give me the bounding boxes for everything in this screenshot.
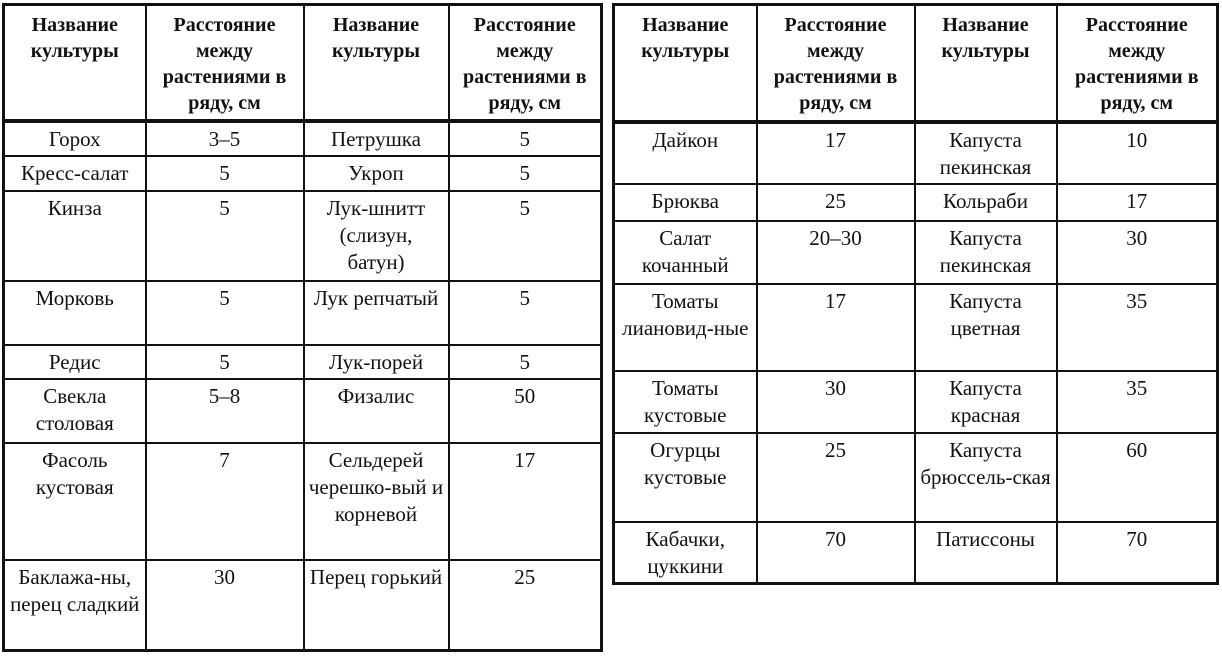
plant-spacing-table-right — [612, 3, 1219, 585]
spacing-value: 7 — [146, 443, 304, 560]
spacing-value: 30 — [1057, 221, 1218, 284]
header-spacing: Расстояние между растениями в ряду, см — [1057, 5, 1218, 122]
plant-spacing-table-left — [2, 3, 603, 652]
header-spacing: Расстояние между растениями в ряду, см — [757, 5, 915, 122]
crop-name: Капуста красная — [915, 371, 1057, 433]
spacing-value: 20–30 — [757, 221, 915, 284]
header-crop-name: Название культуры — [304, 5, 449, 121]
crop-name: Огурцы кустовые — [614, 433, 757, 522]
spacing-value: 5 — [146, 345, 304, 379]
spacing-value: 17 — [1057, 184, 1218, 221]
spacing-value: 5 — [146, 191, 304, 281]
crop-name: Брюква — [614, 184, 757, 221]
header-spacing: Расстояние между растениями в ряду, см — [449, 5, 602, 121]
table-row — [614, 284, 1218, 371]
table-row — [614, 221, 1218, 284]
header-crop-name: Название культуры — [915, 5, 1057, 122]
table-row — [4, 345, 602, 379]
crop-name: Кресс-салат — [4, 156, 146, 191]
table-row — [4, 443, 602, 560]
crop-name: Томаты кустовые — [614, 371, 757, 433]
spacing-value: 5 — [146, 281, 304, 345]
spacing-value: 50 — [449, 379, 602, 443]
crop-name: Томаты лиановид-ные — [614, 284, 757, 371]
spacing-value: 25 — [757, 184, 915, 221]
crop-name: Фасоль кустовая — [4, 443, 146, 560]
spacing-value: 25 — [449, 560, 602, 651]
table-row — [4, 379, 602, 443]
crop-name: Сельдерей черешко-вый и корневой — [304, 443, 449, 560]
table-row — [4, 156, 602, 191]
table-row — [614, 122, 1218, 184]
table-row — [4, 191, 602, 281]
crop-name: Капуста брюссель-ская — [915, 433, 1057, 522]
table-row — [614, 371, 1218, 433]
crop-name: Петрушка — [304, 121, 449, 156]
spacing-value: 30 — [757, 371, 915, 433]
spacing-value: 25 — [757, 433, 915, 522]
spacing-value: 70 — [757, 522, 915, 584]
spacing-value: 5 — [449, 121, 602, 156]
crop-name: Перец горький — [304, 560, 449, 651]
crop-name: Горох — [4, 121, 146, 156]
crop-name: Лук-порей — [304, 345, 449, 379]
crop-name: Морковь — [4, 281, 146, 345]
header-row — [614, 5, 1218, 122]
spacing-value: 10 — [1057, 122, 1218, 184]
header-spacing: Расстояние между растениями в ряду, см — [146, 5, 304, 121]
spacing-value: 30 — [146, 560, 304, 651]
header-crop-name: Название культуры — [4, 5, 146, 121]
spacing-value: 5 — [449, 156, 602, 191]
spacing-value: 35 — [1057, 284, 1218, 371]
table-row — [4, 281, 602, 345]
spacing-value: 5 — [146, 156, 304, 191]
table-row — [614, 522, 1218, 584]
crop-name: Укроп — [304, 156, 449, 191]
crop-name: Патиссоны — [915, 522, 1057, 584]
crop-name: Кольраби — [915, 184, 1057, 221]
crop-name: Кабачки, цуккини — [614, 522, 757, 584]
crop-name: Физалис — [304, 379, 449, 443]
table-row — [614, 433, 1218, 522]
crop-name: Капуста пекинская — [915, 122, 1057, 184]
crop-name: Дайкон — [614, 122, 757, 184]
spacing-value: 60 — [1057, 433, 1218, 522]
spacing-value: 3–5 — [146, 121, 304, 156]
spacing-value: 70 — [1057, 522, 1218, 584]
crop-name: Лук-шнитт (слизун, батун) — [304, 191, 449, 281]
crop-name: Капуста пекинская — [915, 221, 1057, 284]
spacing-value: 17 — [757, 284, 915, 371]
spacing-value: 5 — [449, 345, 602, 379]
crop-name: Кинза — [4, 191, 146, 281]
header-row — [4, 5, 602, 121]
header-crop-name: Название культуры — [614, 5, 757, 122]
spacing-value: 5 — [449, 191, 602, 281]
crop-name: Салат кочанный — [614, 221, 757, 284]
spacing-value: 17 — [449, 443, 602, 560]
spacing-value: 35 — [1057, 371, 1218, 433]
table-row — [4, 560, 602, 651]
crop-name: Редис — [4, 345, 146, 379]
crop-name: Капуста цветная — [915, 284, 1057, 371]
table-row — [4, 121, 602, 156]
table-row — [614, 184, 1218, 221]
spacing-value: 5 — [449, 281, 602, 345]
crop-name: Свекла столовая — [4, 379, 146, 443]
spacing-value: 17 — [757, 122, 915, 184]
spacing-value: 5–8 — [146, 379, 304, 443]
crop-name: Баклажа-ны, перец сладкий — [4, 560, 146, 651]
crop-name: Лук репчатый — [304, 281, 449, 345]
